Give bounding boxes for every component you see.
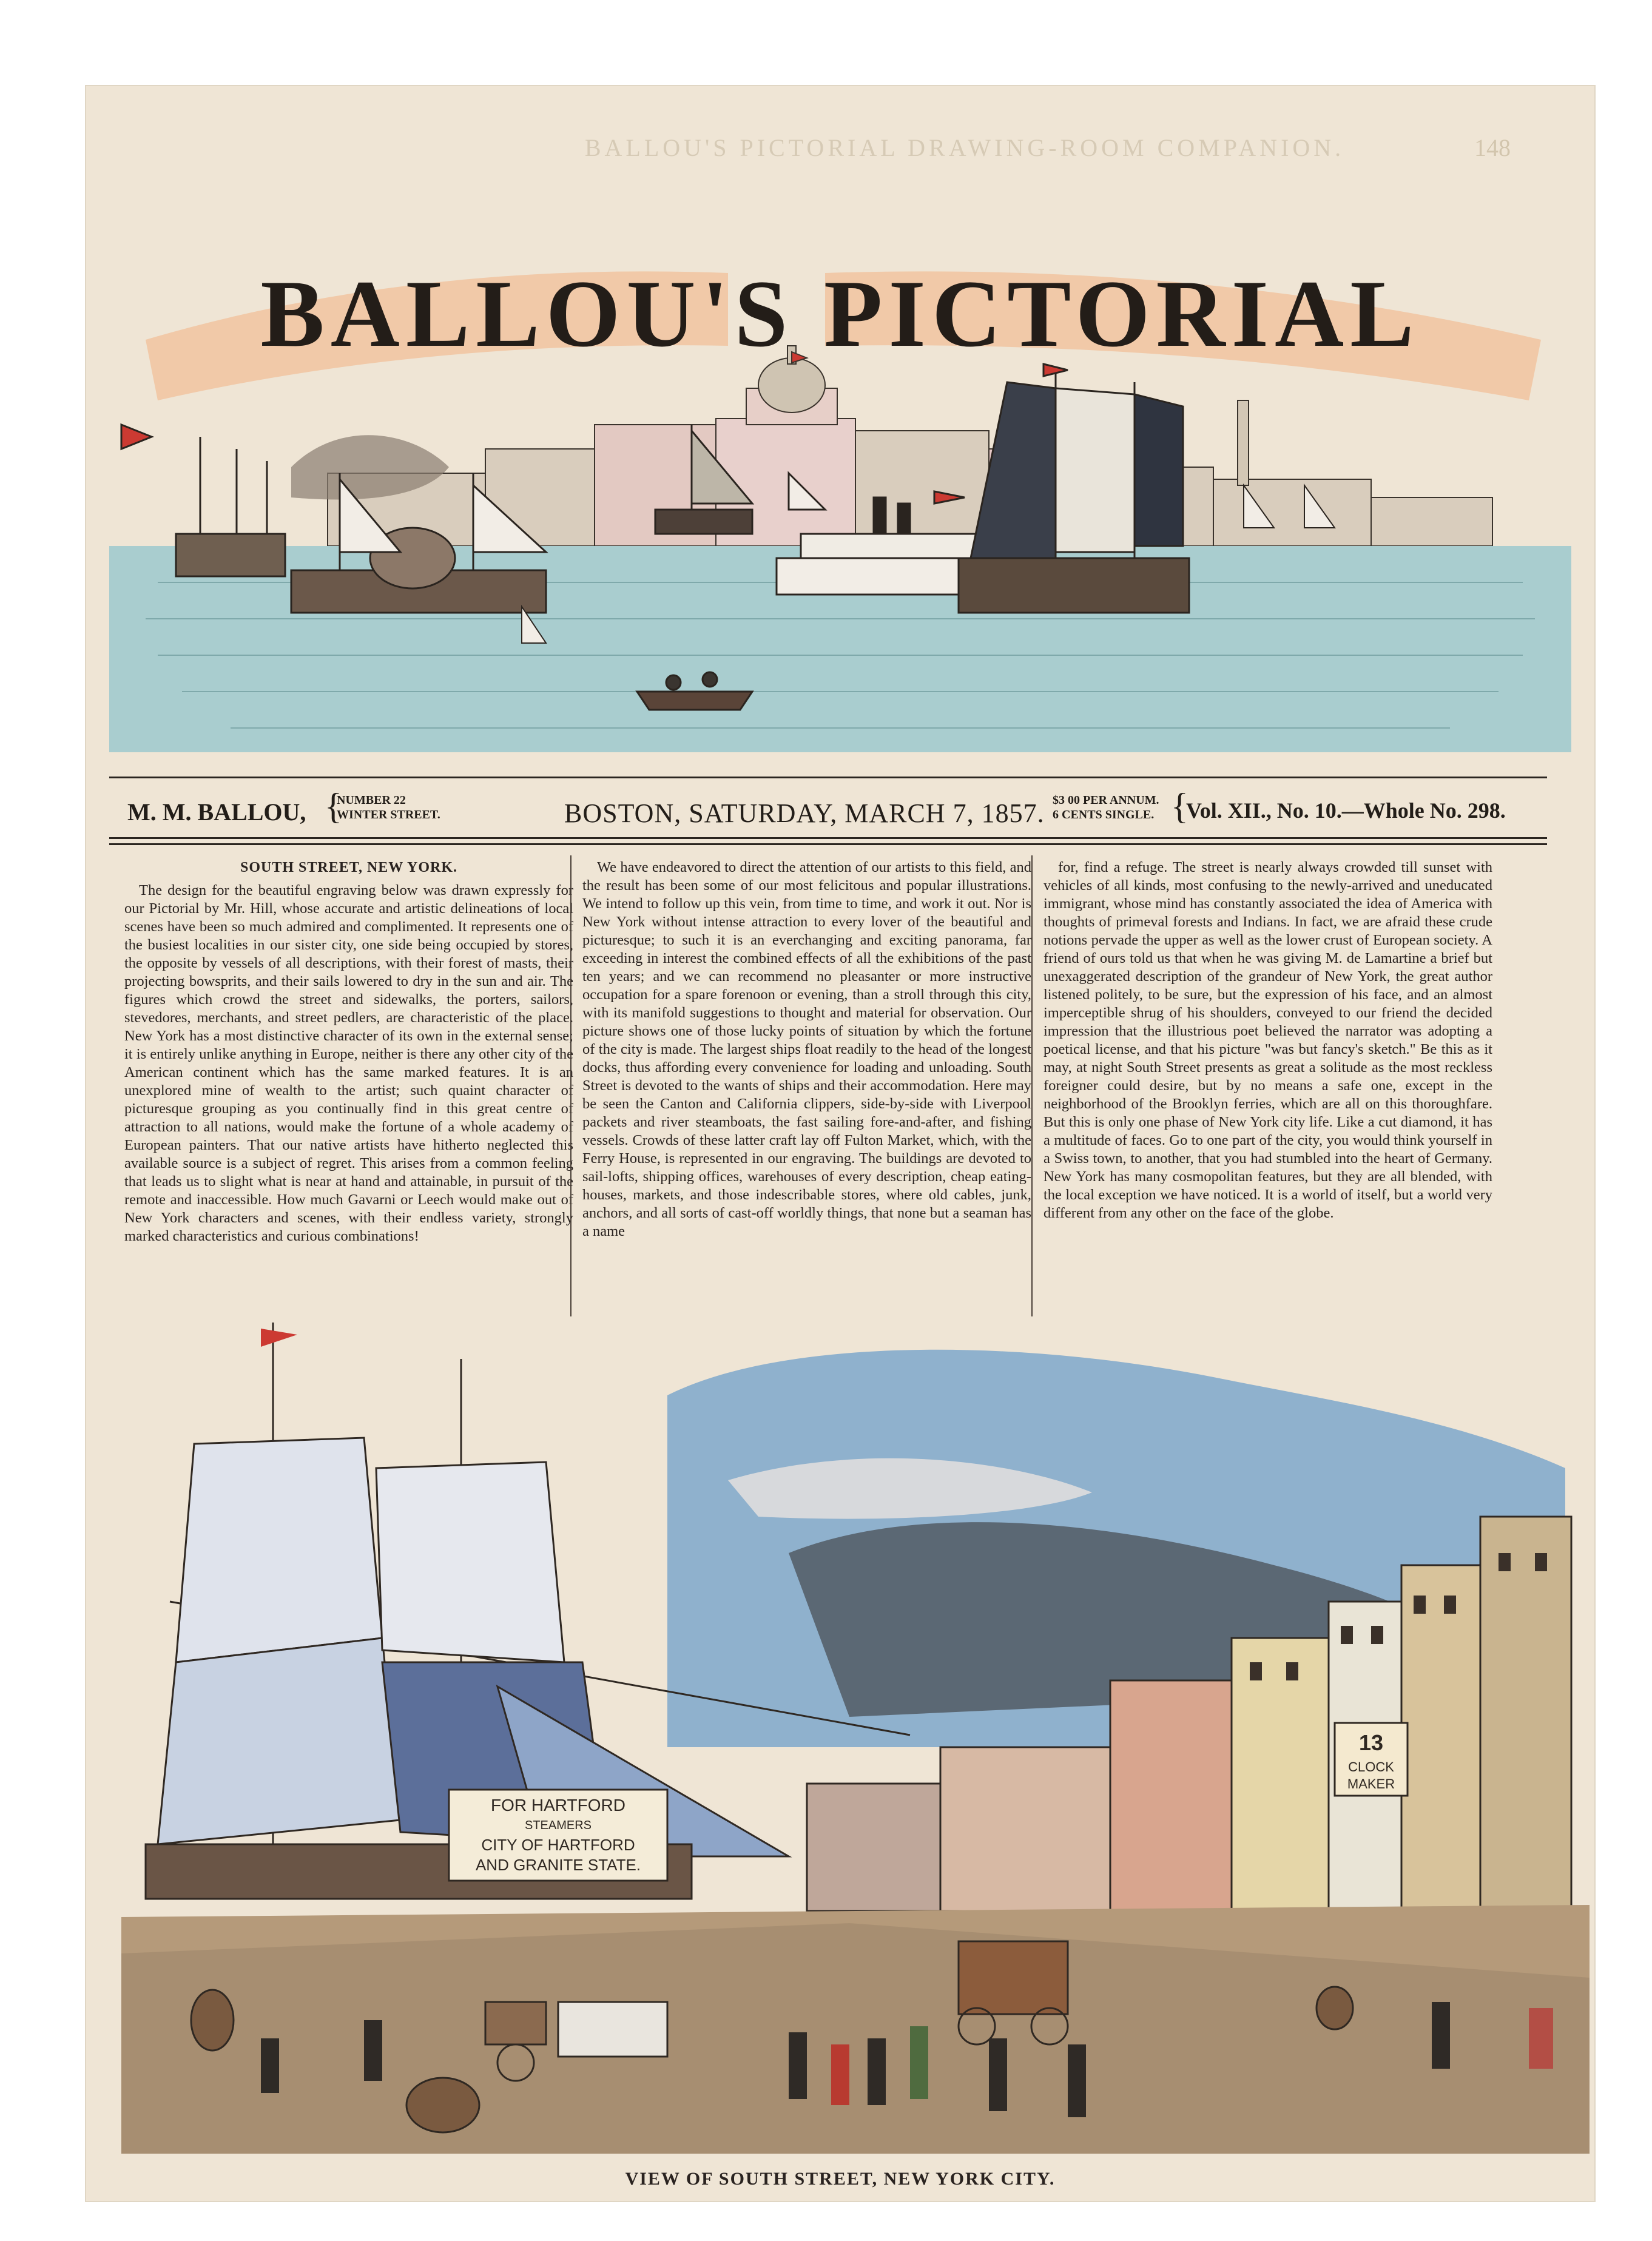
- svg-text:AND GRANITE STATE.: AND GRANITE STATE.: [475, 1856, 641, 1874]
- publisher-name: M. M. BALLOU,: [127, 798, 306, 826]
- price-line-2: 6 CENTS SINGLE.: [1053, 808, 1155, 821]
- svg-text:MAKER: MAKER: [1347, 1776, 1395, 1791]
- brace-left: {: [325, 786, 342, 826]
- address-line-1: NUMBER 22: [337, 794, 406, 807]
- svg-text:CITY OF HARTFORD: CITY OF HARTFORD: [481, 1836, 635, 1854]
- article-text-col3: for, find a refuge. The street is nearly always crowded till sunset with vehicles of all kinds, most confusing to the newly-arrived and uneducated immigrant, whose mind has constantly associated the idea of America with thoughts of primeval forests and Indians. In fact, we are afraid these crude notions pervade the upper as well as the lower crust of European society. A friend of ours told us that when he was giving M. de Lamartine a brief but unexaggerated description of the grandeur of New York, the great author listened politely, to be sure, but the expression of his face, and an almost imperceptible shrug of his shoulders, conveyed to our friend the decided impression that the illustrious poet believed the narrator was adopting a poetical license, and that his picture "was but fancy's sketch." Be this as it may, at night South Street presents as great a solitude as the most reckless foreigner could desire, but by no means a safe one, except in the neighborhood of the Brooklyn ferries, which are all on this thoroughfare. But this is only one phase of New York city life. Like a cut diamond, it has a multitude of faces. Go to one part of the city, you would think yourself in a Swiss town, to another, that you had stumbled into the heart of Germany. New York has many cosmopolitan features, but they are all blended, with the local exception we have noticed. It is a world of itself, but a world very different from any other on the face of the globe.: [1043, 859, 1492, 1221]
- engraving-caption: VIEW OF SOUTH STREET, NEW YORK CITY.: [625, 2169, 1056, 2189]
- article-column-2: [582, 858, 1031, 1319]
- article-text-col2: We have endeavored to direct the attention of our artists to this field, and the result has been some of our most felicitous and popular illustrations. We intend to follow up this vein, from time to time, and work it out. Nor is New York without intense attraction to every lover of the beautiful and picturesque; to such it is an everchanging and exciting panorama, far exceeding in interest the combined effects of all the exhibitions of the past ten years; and we can recommend no pleasanter or more instructive occupation for a spare forenoon or evening, than a stroll through this city, with its manifold suggestions to thought and material for observation. Our picture shows one of those lucky points of situation by which the fortune of the city is made. The largest ships float readily to the head of the longest docks, thus affording every convenience for loading and unloading. South Street is devoted to the wants of ships and their accommodation. Here may be seen the Canton and California clippers, side-by-side with Liverpool packets and river steamboats, the fast sailing fore-and-after, and fishing vessels. Crowds of these latter craft lay off Fulton Market, which, with the Ferry House, is represented in our engraving. The buildings are devoted to sail-lofts, shipping offices, warehouses of every description, cheap eating-houses, markets, and those indescribable stores, where old cables, junk, anchors, and all sorts of cast-off worldly things, that none but a seaman has a name: [582, 859, 1031, 1239]
- article-column-3: [1043, 858, 1492, 1319]
- info-bottom-rule: [109, 837, 1547, 839]
- top-rule: [109, 777, 1547, 778]
- volume-number: Vol. XII., No. 10.—Whole No. 298.: [1186, 798, 1506, 823]
- article-heading: SOUTH STREET, NEW YORK.: [240, 860, 457, 875]
- bleed-through-header: BALLOU'S PICTORIAL DRAWING-ROOM COMPANION.: [584, 134, 1345, 161]
- svg-text:STEAMERS: STEAMERS: [524, 1819, 592, 1832]
- dateline: BOSTON, SATURDAY, MARCH 7, 1857.: [564, 798, 1045, 828]
- title-text: BALLOU'S PICTORIAL: [260, 261, 1420, 367]
- address-line-2: WINTER STREET.: [337, 808, 440, 821]
- svg-text:13: 13: [1358, 1730, 1384, 1755]
- south-street-engraving: [121, 1323, 1590, 2154]
- subscription-price: [1053, 793, 1159, 822]
- price-line-1: $3 00 PER ANNUM.: [1053, 794, 1159, 807]
- publisher-address: [337, 793, 440, 822]
- brace-right: {: [1171, 786, 1188, 826]
- newspaper-page: [85, 85, 1596, 2202]
- bleed-through-page-number: 148: [1474, 134, 1511, 161]
- svg-text:CLOCK: CLOCK: [1348, 1759, 1394, 1774]
- info-bottom-rule-2: [109, 843, 1547, 845]
- masthead-title: [109, 224, 1571, 406]
- clock-maker-sign: [1335, 1723, 1408, 1796]
- article-text-col1: The design for the beautiful engraving below was drawn expressly for our Pictorial by Mr. Hill, whose accurate and artistic delineations of local scenes have been so much admired and complimented. It represents one of the busiest localities in our sister city, one side being occupied by stores, the opposite by vessels of all descriptions, with their forest of masts, their projecting bowsprits, and their sails lowered to dry in the sun and air. The figures which crowd the street and sidewalks, the porters, sailors, stevedores, merchants, and street pedlers, are characteristic of the place. New York has a most distinctive character of its own in the external sense; it is entirely unlike anything in Europe, neither is there any other city of the American continent which has the same marked features. It is an unexplored mine of wealth to the artist; such quaint character of picturesque grouping as you continually find in this great centre of attraction to all nations, would make the fortune of a whole academy of European painters. That our native artists have hitherto neglected this available source is a subject of regret. This arises from a common feeling that leads us to slight what is near at hand and attainable, in pursuit of the remote and inaccessible. How much Gavarni or Leech would make out of New York characters and scenes, with their endless variety, strongly marked characteristics and curious combinations!: [124, 882, 573, 1244]
- column-divider-2: [1031, 855, 1033, 1316]
- article-column-1: [124, 858, 573, 1319]
- hartford-steamers-sign: [449, 1790, 667, 1881]
- svg-text:FOR HARTFORD: FOR HARTFORD: [491, 1796, 625, 1815]
- publication-info-bar: [127, 786, 1553, 840]
- column-divider-1: [570, 855, 571, 1316]
